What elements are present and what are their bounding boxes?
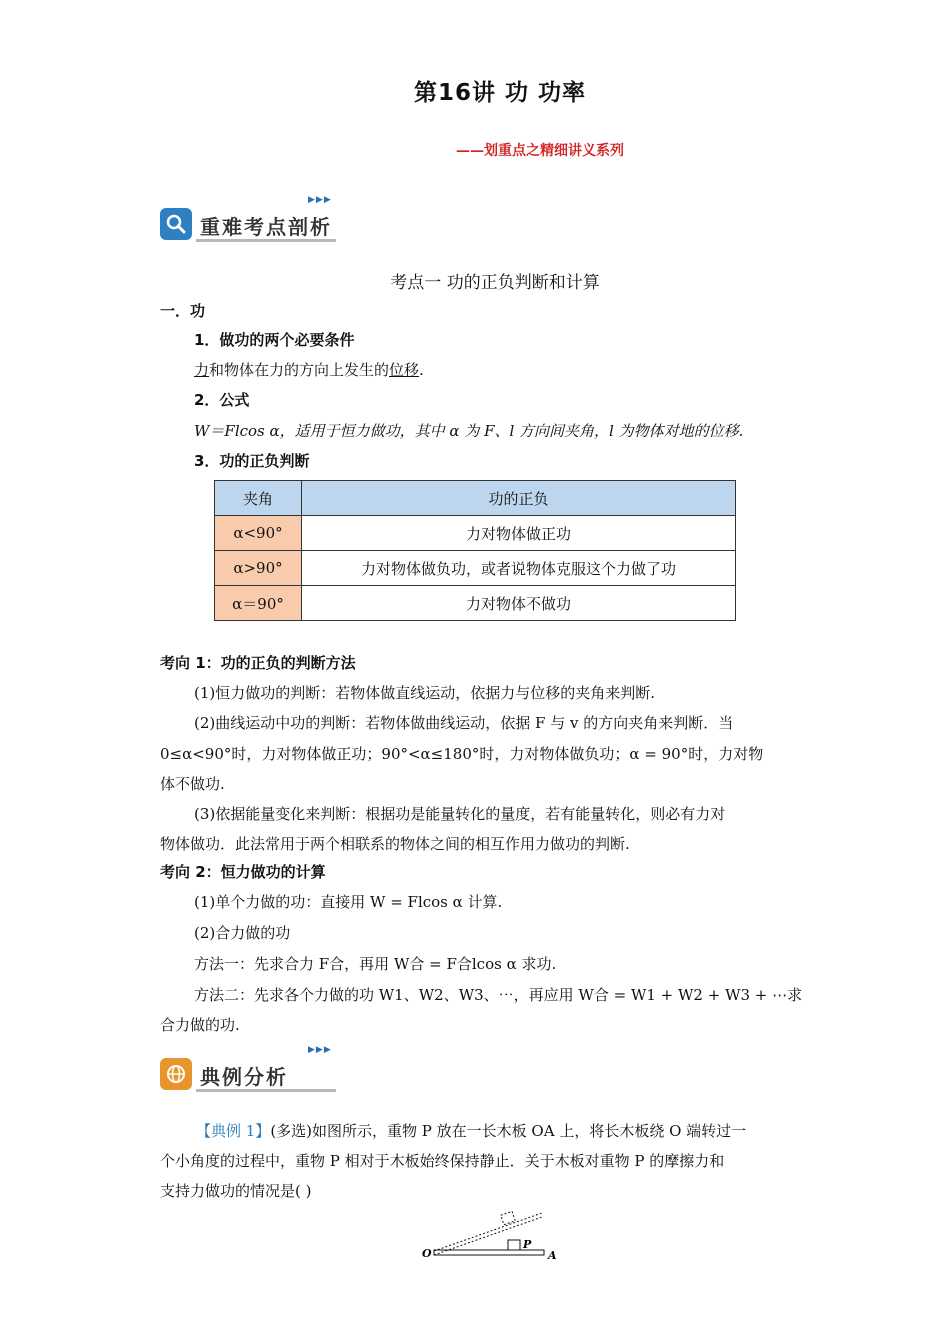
- banner-label: 重难考点剖析: [200, 215, 332, 239]
- example-line-2: 个小角度的过程中，重物 P 相对于木板始终保持静止．关于木板对重物 P 的摩擦力和: [160, 1152, 725, 1170]
- magnifier-icon: [160, 208, 192, 240]
- page-subtitle: ——划重点之精细讲义系列: [456, 143, 624, 159]
- sign-table: [214, 480, 736, 621]
- heading-formula: 2．公式: [194, 391, 250, 409]
- examples-banner: [160, 1045, 360, 1092]
- table-header-row: [215, 481, 736, 516]
- table-cell: 力对物体做负功，或者说物体克服这个力做了功: [302, 551, 736, 586]
- banner-arrows: ▶▶▶: [308, 1045, 332, 1055]
- cond-force: 力: [194, 361, 210, 379]
- k1-p2: (2)曲线运动中功的判断：若物体做曲线运动，依据 F 与 v 的方向夹角来判断．当: [194, 714, 734, 732]
- banner-label: 典例分析: [200, 1065, 288, 1089]
- table-row: [215, 551, 736, 586]
- heading-work: 一．功: [160, 302, 206, 320]
- table-header: 功的正负: [302, 481, 736, 516]
- cond-end: .: [419, 361, 424, 379]
- globe-icon: [160, 1058, 192, 1090]
- label-o: O: [422, 1247, 432, 1260]
- k2-method2: 方法二：先求各个力做的功 W1、W2、W3、⋯，再应用 W合 = W1 + W2 + W3 + ⋯求: [194, 986, 803, 1004]
- label-a: A: [548, 1249, 557, 1262]
- block-p: [508, 1240, 520, 1250]
- label-p: P: [523, 1238, 532, 1251]
- k1-p2c: 体不做功.: [160, 775, 225, 793]
- conditions-text: [194, 355, 824, 385]
- heading-sign: 3．功的正负判断: [194, 452, 310, 470]
- k2-method2b: 合力做的功.: [160, 1016, 240, 1034]
- table-row: [215, 516, 736, 551]
- example-line-3: 支持力做功的情况是( ): [160, 1182, 312, 1200]
- k2-method1: 方法一：先求合力 F合，再用 W合 = F合lcos α 求功.: [194, 955, 557, 973]
- board-figure: [410, 1205, 570, 1265]
- k1-p2b: 0≤α<90°时，力对物体做正功；90°<α≤180°时，力对物体做负功；α = 90°时，力对物: [160, 745, 764, 763]
- table-cell: 力对物体做正功: [302, 516, 736, 551]
- k1-p1: (1)恒力做功的判断：若物体做直线运动，依据力与位移的夹角来判断.: [194, 684, 656, 702]
- example-line-1: [160, 1116, 790, 1146]
- k1-title: 考向 1：功的正负的判断方法: [160, 654, 356, 672]
- example-text-1: (多选)如图所示，重物 P 放在一长木板 OA 上，将长木板绕 O 端转过一: [270, 1122, 747, 1140]
- table-cell: α＝90°: [215, 586, 302, 621]
- k1-p3: (3)依据能量变化来判断：根据功是能量转化的量度，若有能量转化，则必有力对: [194, 805, 726, 823]
- heading-conditions: 1．做功的两个必要条件: [194, 331, 355, 349]
- k2-p2: (2)合力做的功: [194, 924, 291, 942]
- table-cell: α<90°: [215, 516, 302, 551]
- k1-p3b: 物体做功．此法常用于两个相联系的物体之间的相互作用力做功的判断.: [160, 835, 630, 853]
- banner-underline: [196, 1089, 336, 1092]
- table-cell: 力对物体不做功: [302, 586, 736, 621]
- formula-text: W＝Flcos α，适用于恒力做功，其中 α 为 F、l 方向间夹角，l 为物体对地的位移.: [194, 422, 744, 440]
- cond-mid: 和物体在力的方向上发生的: [209, 361, 390, 379]
- table-row: [215, 586, 736, 621]
- key-points-banner: [160, 195, 360, 242]
- table-header: 夹角: [215, 481, 302, 516]
- table-cell: α>90°: [215, 551, 302, 586]
- page-title: 第16讲 功 功率: [413, 80, 587, 106]
- k2-p1: (1)单个力做的功：直接用 W = Flcos α 计算.: [194, 893, 503, 911]
- banner-arrows: ▶▶▶: [308, 195, 332, 205]
- example-tag: 【典例 1】: [196, 1122, 271, 1140]
- section-title: 考点一 功的正负判断和计算: [390, 273, 600, 293]
- cond-displacement: 位移: [389, 361, 420, 379]
- banner-underline: [196, 239, 336, 242]
- k2-title: 考向 2：恒力做功的计算: [160, 863, 326, 881]
